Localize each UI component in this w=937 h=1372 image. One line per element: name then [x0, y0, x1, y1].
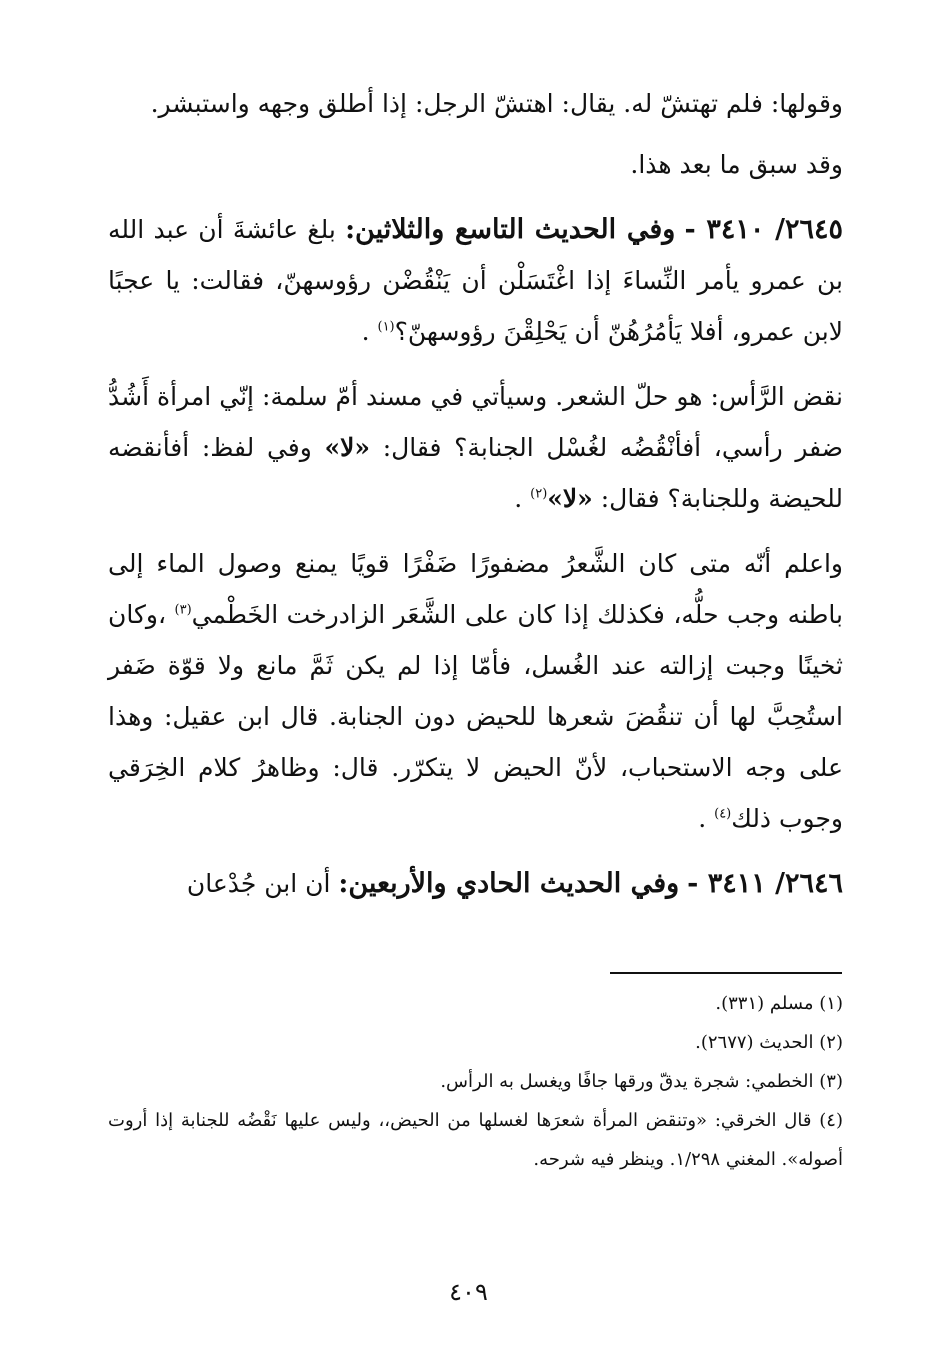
footnotes: [108, 984, 843, 1179]
paragraph-note: [108, 139, 843, 190]
quote-la-1: «لا»: [324, 433, 371, 462]
footnote-divider: [610, 972, 842, 974]
footnote-text: مسلم (٣٣١).: [715, 993, 814, 1014]
paragraph-commentary-1: [108, 371, 843, 524]
hadith-number: ٢٦٤٦/ ٣٤١١ -: [687, 868, 843, 899]
footnote-marker: (١): [819, 993, 843, 1014]
footnote-marker-1: (١): [377, 319, 395, 335]
footnote-marker: (٢): [819, 1032, 843, 1053]
footnote-text: الحديث (٢٦٧٧).: [695, 1032, 814, 1053]
hadith-2645: [108, 204, 843, 357]
paragraph-intro-text: وقولها: فلم تهتشّ له. يقال: اهتشّ الرجل: إذا أطلق وجهه واستبشر.: [150, 89, 843, 118]
footnote-marker-3: (٣): [174, 602, 192, 618]
footnote-text: الخطمي: شجرة يدقّ ورقها جافًا ويغسل به الرأس.: [440, 1071, 814, 1092]
commentary-text-3: واعلم أنّه متى كان الشَّعرُ مضفورًا ضَفْرًا قويًا يمنع وصول الماء إلى باطنه وجب حلُّه، فكذلك إذا كان على الشَّعَر الزادرخت الخَطْمي: [108, 549, 844, 629]
commentary-text-2: وفي لفظ: أفأنقضه للحيضة وللجنابة؟ فقال:: [108, 433, 843, 513]
sentence-end: .: [361, 317, 370, 346]
hadith-title: وفي الحديث التاسع والثلاثين:: [345, 214, 676, 245]
footnote-marker-2: (٢): [530, 486, 548, 502]
quote-la-2: «لا»: [547, 484, 593, 513]
main-text: [108, 78, 843, 909]
footnote-marker: (٤): [819, 1110, 843, 1131]
footnote-text: قال الخرقي: «وتنقض المرأة شعرَها لغسلها من الحيض،، وليس عليها نَقْضُه للجنابة إذا أروت أصوله». المغني ١/٢٩٨. وينظر فيه شرحه.: [108, 1110, 843, 1170]
paragraph-note-text: وقد سبق ما بعد هذا.: [630, 150, 843, 179]
hadith-number: ٢٦٤٥/ ٣٤١٠ -: [684, 214, 844, 245]
footnote-4: [108, 1101, 843, 1179]
footnote-marker-4: (٤): [714, 806, 732, 822]
page-number: ٤٠٩: [449, 1278, 488, 1306]
hadith-title: وفي الحديث الحادي والأربعين:: [338, 868, 680, 899]
footnote-2: [108, 1023, 843, 1062]
hadith-text: بلغ عائشةَ أن عبد الله بن عمرو يأمر النِّساءَ إذا اغْتَسَلْن أن يَنْقُضْن رؤوسهنّ، فقالت: يا عجبًا لابن عمرو، أفلا يَأمُرُهُنّ أن يَحْلِقْنَ رؤوسهنّ؟: [108, 215, 843, 346]
hadith-text: أن ابن جُدْعان: [186, 869, 331, 898]
paragraph-commentary-2: [108, 538, 843, 844]
commentary-text-1: نقض الرَّأس: هو حلّ الشعر. وسيأتي في مسند أمّ سلمة: إنّي امرأة أَشُدُّ ضفر رأسي، أفأنْقُضُه لغُسْل الجنابة؟ فقال:: [108, 382, 843, 462]
footnote-1: [108, 984, 843, 1023]
footnote-marker: (٣): [819, 1071, 843, 1092]
commentary-text-4: ،وكان ثخينًا وجبت إزالته عند الغُسل، فأمّا إذا لم يكن ثَمَّ مانع ولا قوّة ضَفر استُحِبَّ لها أن تنقُضَ شعرها للحيض دون الجنابة. قال ابن عقيل: وهذا على وجه الاستحباب، لأنّ الحيض لا يتكرّر. قال: وظاهرُ كلام الخِرَقي وجوب ذلك: [108, 600, 843, 833]
footnote-3: [108, 1062, 843, 1101]
paragraph-intro: [108, 78, 843, 129]
sentence-end: .: [514, 484, 523, 513]
hadith-2646: [108, 858, 843, 909]
sentence-end: .: [698, 804, 707, 833]
